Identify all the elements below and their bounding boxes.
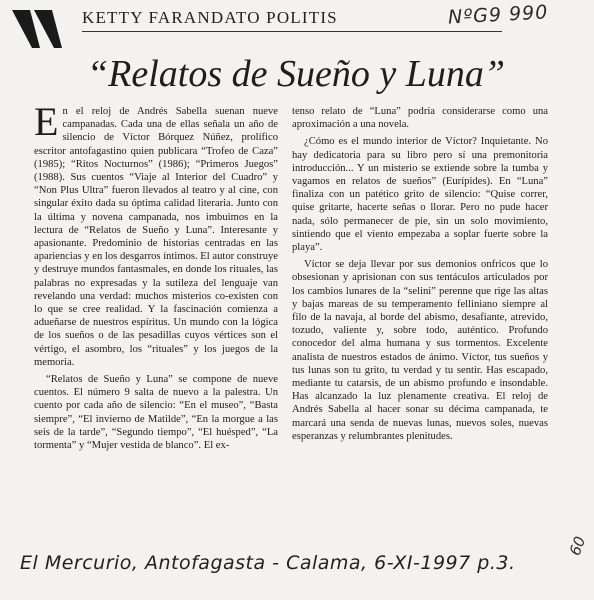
paragraph: ¿Cómo es el mundo interior de Víctor? Inquietante. No hay dedicatoria para su libro pero sí una premonitoria introducción... Y un misterio se extiende sobre la tumba y vagamos en relatos de sueños” (Eurípides). En “Luna” finaliza con un patético grito de silencio: “Quise correr, quise gritarte, hacerte señas o llorar. Pero no pude hacer nada, sólo permanecer de pie, sin un solo movimiento, sintiendo que el viento empezaba a soplar fuerte sobre la playa”. — [292, 136, 548, 254]
handwritten-source-note: El Mercurio, Antofagasta - Calama, 6-XI-1997 p.3. — [20, 552, 516, 574]
paragraph: tenso relato de “Luna” podría considerarse como una aproximación a una novela. — [292, 106, 548, 131]
handwritten-catalog-number: NºG9 990 — [447, 1, 549, 29]
left-column — [34, 99, 278, 456]
author-byline: KETTY FARANDATO POLITIS — [82, 8, 338, 27]
right-column — [292, 105, 548, 447]
paragraph: Víctor se deja llevar por sus demonios onfricos que lo obsesionan y aprisionan con sus tentáculos articulados por los cambios lunares de la “selini” perenne que rige las altas y bajas mareas de su temperamento felliniano siempre al filo de la navaja, al borde del abismo, desafiante, atrevido, tozudo, valiente y, sobre todo, auténtico. Profundo conocedor del alma humana y sus tormentos. Excelente analista de nuestros estados de ánimo. Víctor, tus sueños y tus lunas son tu grito, tu verdad y tu sentir. Has escapado, mediante tu catarsis, de un abismo profundo e insondable. Has alcanzado la luz plenamente creativa. El reloj de Andrés Sabella al hacer sonar su décima campanada, te marcará una senda de nuevas lunas, nuevos soles, nuevas esperanzas y relumbrantes plenitudes. — [292, 259, 548, 442]
header-rule — [82, 31, 502, 32]
paragraph-text: n el reloj de Andrés Sabella suenan nueve campanadas. Cada una de ellas señala un año de silencio de Víctor Bórquez Núñez, prolífico escritor antofagastino quien publicara “Trofeo de Caza” (1985); “Ritos Nocturnos” (1986); “Primeros Juegos” (1988). Sus cuentos “Viaje al Interior del Cuadro” y “Non Plus Ultra” fueron llevados al teatro y al cine, con singular éxito dada su óptima calidad literaria. Junto con la última y novena campanada, nos imbuimos en la lectura de “Relatos de Sueño y Luna”. Interesante y apasionante. Predominio de historias centradas en las apariencias y en los desgarros íntimos. El autor construye y destruye mundos fantasmales, en donde los rituales, las palabras no expresadas y la sutileza del lenguaje van revelando una verdad: muchos misterios co-existen con lo que se cree realidad. Y la fascinación comienza a adueñarse de nuestros espíritus. Un mundo con la lógica de los sueños o de las pesadillas cuyos vértices son el vértigo, el asombro, los “rituales” y los juegos de la memoria. — [34, 106, 278, 368]
drop-cap: E — [34, 99, 59, 144]
article-title: “Relatos de Sueño y Luna” — [87, 53, 505, 95]
paragraph — [34, 99, 278, 369]
paragraph: “Relatos de Sueño y Luna” se compone de nueve cuentos. El número 9 salta de nuevo a la palestra. Un cuento por cada año de silencio: “En el museo”, “Basta siempre”, “El invierno de Matilde”, “En la morgue a las seis de la tarde”, “Segundo tiempo”, “El huésped”, “La tormenta” y “Mujer vestida de blanco”. El ex- — [34, 374, 278, 452]
section-mark-icon — [10, 6, 72, 52]
handwritten-margin-note: 60 — [565, 533, 590, 559]
